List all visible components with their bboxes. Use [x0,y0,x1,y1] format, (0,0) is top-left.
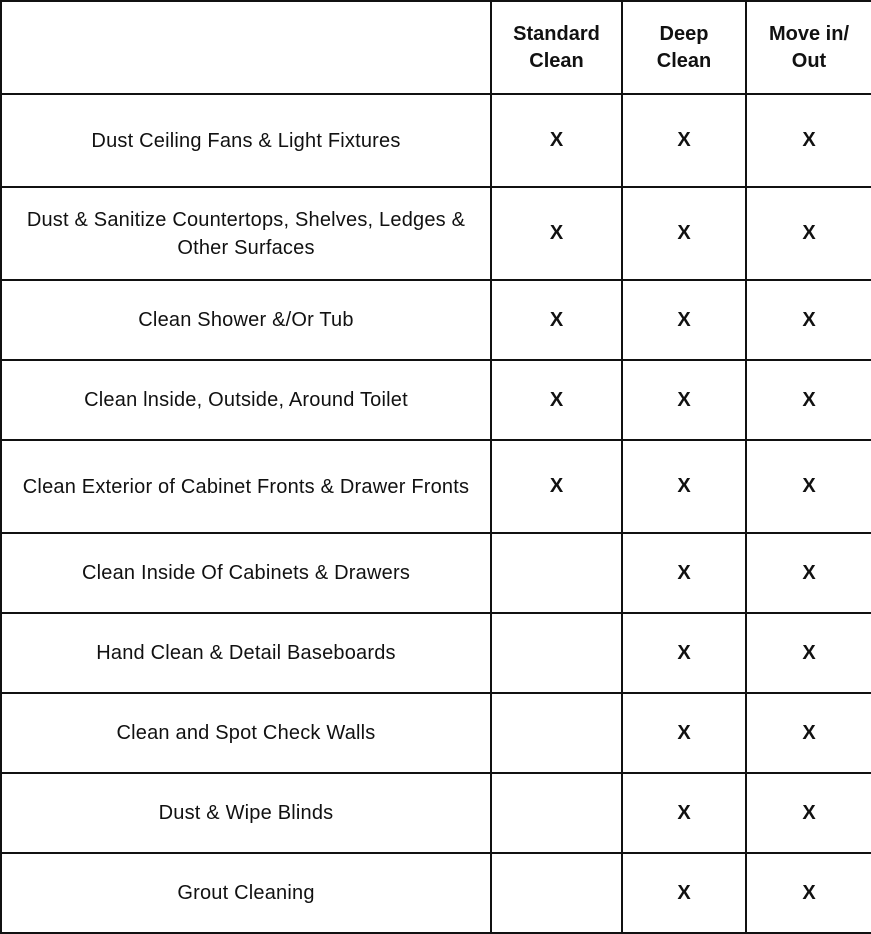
deep-mark: X [622,693,746,773]
standard-mark [491,853,622,933]
header-blank-cell [1,1,491,94]
standard-mark [491,613,622,693]
table-row [1,533,871,613]
task-label: Clean Exterior of Cabinet Fronts & Drawer Fronts [1,440,491,533]
move-mark: X [746,280,871,360]
standard-mark: X [491,280,622,360]
header-deep-clean: Deep Clean [622,1,746,94]
deep-mark: X [622,280,746,360]
standard-mark [491,533,622,613]
deep-mark: X [622,360,746,440]
table-row [1,693,871,773]
standard-mark: X [491,187,622,280]
standard-mark [491,693,622,773]
standard-mark: X [491,94,622,187]
move-mark: X [746,533,871,613]
deep-mark: X [622,533,746,613]
task-label: Grout Cleaning [1,853,491,933]
standard-mark: X [491,360,622,440]
deep-mark: X [622,773,746,853]
table-row [1,187,871,280]
move-mark: X [746,94,871,187]
task-label: Hand Clean & Detail Baseboards [1,613,491,693]
table-row [1,440,871,533]
task-label: Dust & Wipe Blinds [1,773,491,853]
table-row [1,280,871,360]
task-label: Clean and Spot Check Walls [1,693,491,773]
task-label: Dust & Sanitize Countertops, Shelves, Ledges & Other Surfaces [1,187,491,280]
move-mark: X [746,187,871,280]
deep-mark: X [622,853,746,933]
task-label: Clean lnside, Outside, Around Toilet [1,360,491,440]
move-mark: X [746,693,871,773]
move-mark: X [746,773,871,853]
header-row [1,1,871,94]
header-move-in-out: Move in/ Out [746,1,871,94]
task-label: Clean Shower &/Or Tub [1,280,491,360]
deep-mark: X [622,187,746,280]
deep-mark: X [622,613,746,693]
standard-mark [491,773,622,853]
deep-mark: X [622,440,746,533]
table-row [1,94,871,187]
standard-mark: X [491,440,622,533]
table-row [1,853,871,933]
move-mark: X [746,440,871,533]
move-mark: X [746,360,871,440]
move-mark: X [746,853,871,933]
task-label: Dust Ceiling Fans & Light Fixtures [1,94,491,187]
deep-mark: X [622,94,746,187]
table-row [1,360,871,440]
header-standard-clean: Standard Clean [491,1,622,94]
move-mark: X [746,613,871,693]
task-label: Clean Inside Of Cabinets & Drawers [1,533,491,613]
table-row [1,613,871,693]
table-row [1,773,871,853]
